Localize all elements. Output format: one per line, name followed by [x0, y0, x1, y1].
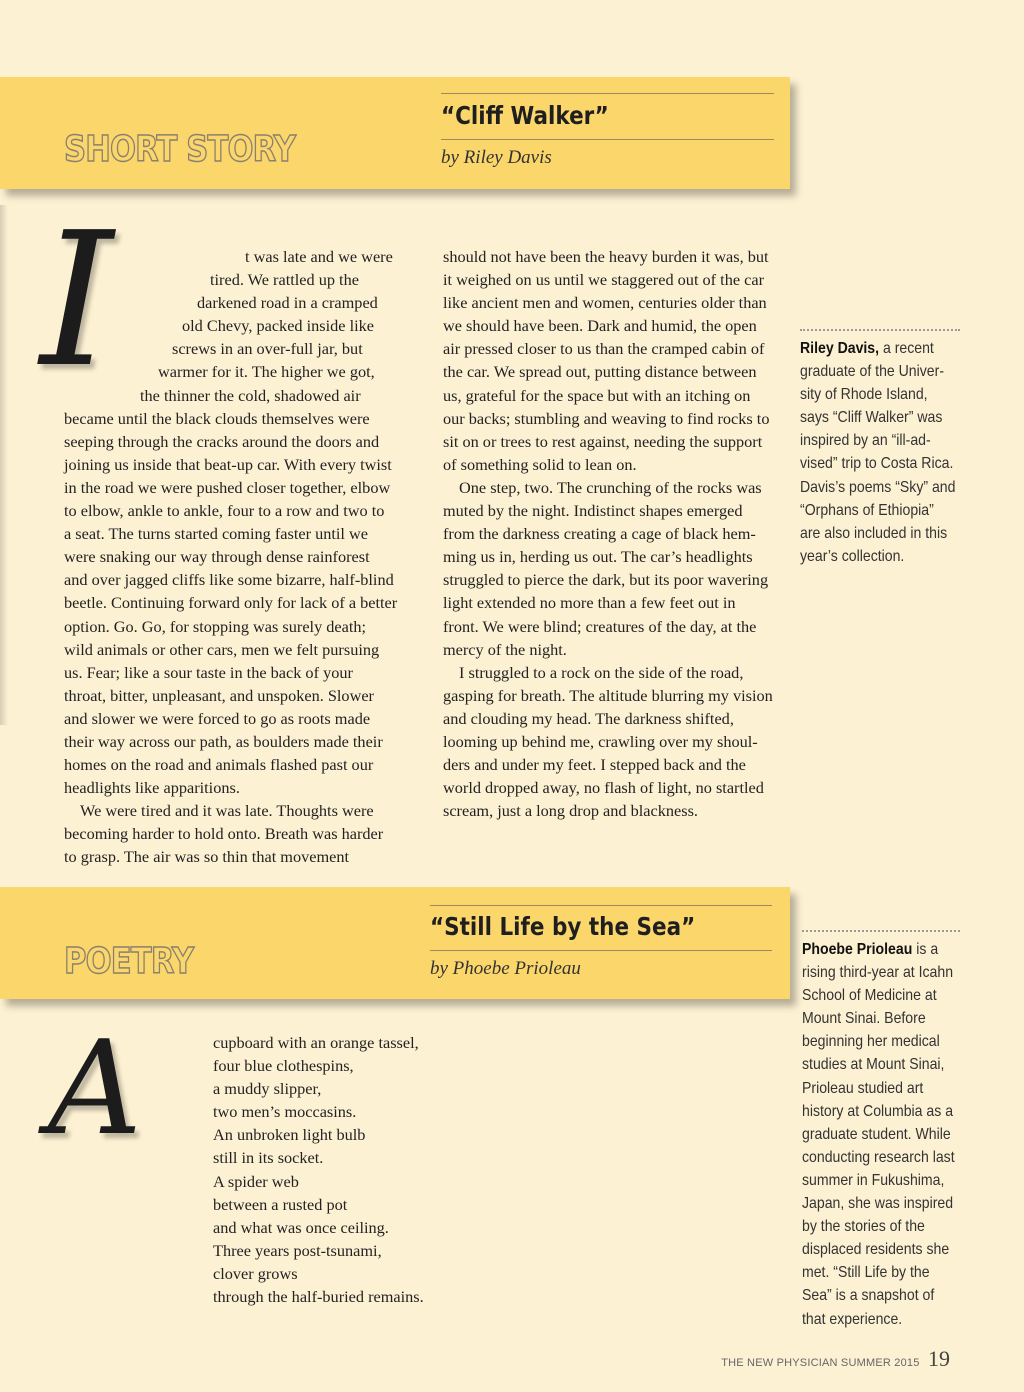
- story-text-line: from the darkness creating a cage of black hem-: [443, 524, 756, 544]
- story-text-line: their way across our path, as boulders made their: [64, 731, 383, 751]
- story-bio-line: “Orphans of Ethiopia”: [800, 501, 934, 519]
- story-text-line: I struggled to a rock on the side of the road,: [459, 662, 744, 682]
- poem-bio-line: Prioleau studied art: [802, 1079, 924, 1097]
- poem-bio-line: is a: [912, 941, 939, 958]
- poem-bio-line: studies at Mount Sinai,: [802, 1056, 945, 1074]
- story-text-line: light extended no more than a few feet out in: [443, 593, 736, 613]
- story-text-line: sit on or trees to rest against, needing the support: [443, 431, 763, 451]
- poem-bio-line: Sea” is a snapshot of: [802, 1287, 935, 1305]
- poem-line: cupboard with an orange tassel,: [213, 1033, 419, 1052]
- story-text-line: warmer for it. The higher we got,: [158, 362, 375, 382]
- story-text-line: the thinner the cold, shadowed air: [140, 385, 361, 405]
- story-text-line: gasping for breath. The altitude blurring my vision: [443, 685, 773, 705]
- story-text-line: scream, just a long drop and blackness.: [443, 801, 699, 821]
- poem-bio-line: history at Columbia as a: [802, 1102, 954, 1120]
- poem-bio-line: summer in Fukushima,: [802, 1171, 945, 1189]
- story-text-line: mercy of the night.: [443, 639, 567, 659]
- poem-bio-line: rising third-year at Icahn: [802, 964, 954, 982]
- poem-bio-line: Japan, she was inspired: [802, 1195, 954, 1213]
- story-text-line: struggled to pierce the dark, but its poor wavering: [443, 570, 769, 590]
- story-text-line: us, grateful for the space but with an itching on: [443, 385, 751, 405]
- page-footer: [721, 1346, 950, 1372]
- poem-line: a muddy slipper,: [213, 1079, 322, 1099]
- page-edge-shadow: [0, 205, 8, 725]
- poem-bio-line: graduate student. While: [802, 1125, 951, 1143]
- story-text-line: ming us in, herding us out. The car’s headlights: [443, 547, 753, 567]
- story-text-line: became until the black clouds themselves were: [64, 408, 370, 428]
- poem-line: clover grows: [213, 1263, 298, 1283]
- story-text-line: like ancient men and women, centuries older than: [443, 293, 767, 313]
- story-text-line: and over jagged cliffs like some bizarre, half-blind: [64, 570, 394, 590]
- poem-bio-line: by the stories of the: [802, 1218, 925, 1236]
- poem-line: An unbroken light bulb: [213, 1125, 366, 1145]
- poem-bio-name: Phoebe Prioleau: [802, 941, 913, 958]
- page-number: 19: [928, 1346, 950, 1371]
- story-text-line: in the road we were pushed closer together, elbow: [64, 477, 391, 497]
- story-section-label: SHORT STORY: [64, 129, 296, 170]
- poem-line: through the half-buried remains.: [213, 1287, 424, 1307]
- story-title-rule-bottom: [441, 139, 774, 140]
- story-text-line: headlights like apparitions.: [64, 778, 240, 798]
- story-text-line: world dropped away, no flash of light, no startled: [443, 778, 764, 798]
- story-text-line: were snaking our way through dense rainforest: [64, 547, 370, 567]
- story-bio-line: inspired by an “ill-ad-: [800, 432, 931, 450]
- poem-bio-divider: [802, 930, 960, 932]
- story-text-line: the car. We spread out, putting distance between: [443, 362, 757, 382]
- story-bio-line: sity of Rhode Island,: [800, 386, 928, 404]
- story-text-line: tired. We rattled up the: [210, 270, 359, 290]
- story-text-line: old Chevy, packed inside like: [182, 316, 375, 336]
- story-text-line: should not have been the heavy burden it was, but: [443, 247, 769, 266]
- story-text-line: muted by the night. Indistinct shapes emerged: [443, 501, 743, 521]
- story-bio-name: Riley Davis,: [800, 340, 880, 357]
- story-text-line: ders and under my feet. I stepped back and the: [443, 755, 746, 775]
- poem-bio-line: School of Medicine at: [802, 987, 937, 1005]
- poem-title-rule-bottom: [430, 950, 772, 951]
- story-title-rule-top: [441, 93, 774, 94]
- story-text-line: darkened road in a cramped: [197, 293, 378, 313]
- story-text-line: and clouding my head. The darkness shifted,: [443, 708, 734, 728]
- story-byline: by Riley Davis: [441, 147, 552, 168]
- story-column-2: [443, 245, 793, 822]
- poem-line: still in its socket.: [213, 1148, 324, 1168]
- story-text-line: screws in an over-full jar, but: [172, 339, 363, 359]
- story-text-line: we should have been. Dark and humid, the open: [443, 316, 757, 336]
- story-text-line: and slower we were forced to go as roots made: [64, 708, 371, 728]
- story-text-line: of something solid to lean on.: [443, 454, 637, 474]
- poem-bio-line: met. “Still Life by the: [802, 1264, 930, 1282]
- publication-name: THE NEW PHYSICIAN SUMMER 2015: [721, 1357, 920, 1369]
- story-text-line: front. We were blind; creatures of the day, at the: [443, 616, 757, 636]
- story-text-line: our backs; stumbling and weaving to find rocks to: [443, 408, 770, 428]
- story-bio-line: vised” trip to Costa Rica.: [800, 455, 954, 473]
- poem-bio-line: that experience.: [802, 1310, 903, 1328]
- poem-line: four blue clothespins,: [213, 1056, 354, 1076]
- story-bio-line: year’s collection.: [800, 547, 905, 565]
- story-text-line: to elbow, ankle to ankle, four to a row and two to: [64, 501, 385, 521]
- story-text-line: air pressed closer to us than the cramped cabin of: [443, 339, 765, 359]
- poem-author-bio: [802, 938, 965, 1331]
- story-text-line: joining us inside that beat-up car. With every twist: [64, 454, 392, 474]
- story-text-line: it weighed on us until we staggered out of the car: [443, 270, 765, 290]
- poem-body: [213, 1031, 513, 1308]
- story-banner: [0, 77, 790, 189]
- story-text-line: option. Go. Go, for stopping was surely death;: [64, 616, 367, 636]
- poem-banner: [0, 887, 790, 999]
- story-text-line: seeping through the cracks around the doors and: [64, 431, 380, 451]
- poem-bio-line: conducting research last: [802, 1148, 955, 1166]
- story-text-line: One step, two. The crunching of the rocks was: [459, 477, 762, 497]
- poem-byline: by Phoebe Prioleau: [430, 958, 581, 979]
- poem-line: Three years post-tsunami,: [213, 1240, 382, 1260]
- poem-drop-cap: A: [48, 1012, 142, 1164]
- story-bio-divider: [800, 329, 960, 331]
- story-text-line: to grasp. The air was so thin that movement: [64, 847, 350, 867]
- story-text-line: homes on the road and animals flashed past our: [64, 755, 374, 775]
- poem-section-label: POETRY: [64, 941, 194, 982]
- story-drop-cap: I: [40, 192, 114, 408]
- story-text-line: us. Fear; like a sour taste in the back of your: [64, 662, 353, 682]
- poem-title: “Still Life by the Sea”: [430, 912, 696, 941]
- poem-bio-line: beginning her medical: [802, 1033, 940, 1051]
- story-bio-line: graduate of the Univer-: [800, 363, 945, 381]
- story-bio-line: a recent: [879, 340, 934, 357]
- poem-line: between a rusted pot: [213, 1194, 348, 1214]
- poem-bio-line: displaced residents she: [802, 1241, 950, 1259]
- story-column-1: [64, 245, 414, 869]
- poem-title-rule-top: [430, 905, 772, 906]
- story-title: “Cliff Walker”: [441, 101, 609, 130]
- story-bio-line: are also included in this: [800, 524, 948, 542]
- poem-line: and what was once ceiling.: [213, 1217, 389, 1237]
- story-text-line: a seat. The turns started coming faster until we: [64, 524, 368, 544]
- story-text-line: looming up behind me, crawling over my shoul-: [443, 731, 758, 751]
- poem-bio-line: Mount Sinai. Before: [802, 1010, 926, 1028]
- story-author-bio: [800, 337, 963, 568]
- story-text-line: becoming harder to hold onto. Breath was harder: [64, 824, 384, 844]
- story-bio-line: says “Cliff Walker” was: [800, 409, 943, 427]
- story-text-line: wild animals or other cars, men we felt pursuing: [64, 639, 380, 659]
- story-text-line: t was late and we were: [245, 247, 393, 266]
- story-text-line: throat, bitter, unpleasant, and unspoken. Slower: [64, 685, 374, 705]
- poem-line: two men’s moccasins.: [213, 1102, 357, 1122]
- story-text-line: We were tired and it was late. Thoughts were: [80, 801, 374, 821]
- story-bio-line: Davis’s poems “Sky” and: [800, 478, 956, 496]
- story-text-line: beetle. Continuing forward only for lack of a better: [64, 593, 398, 613]
- poem-line: A spider web: [213, 1171, 299, 1191]
